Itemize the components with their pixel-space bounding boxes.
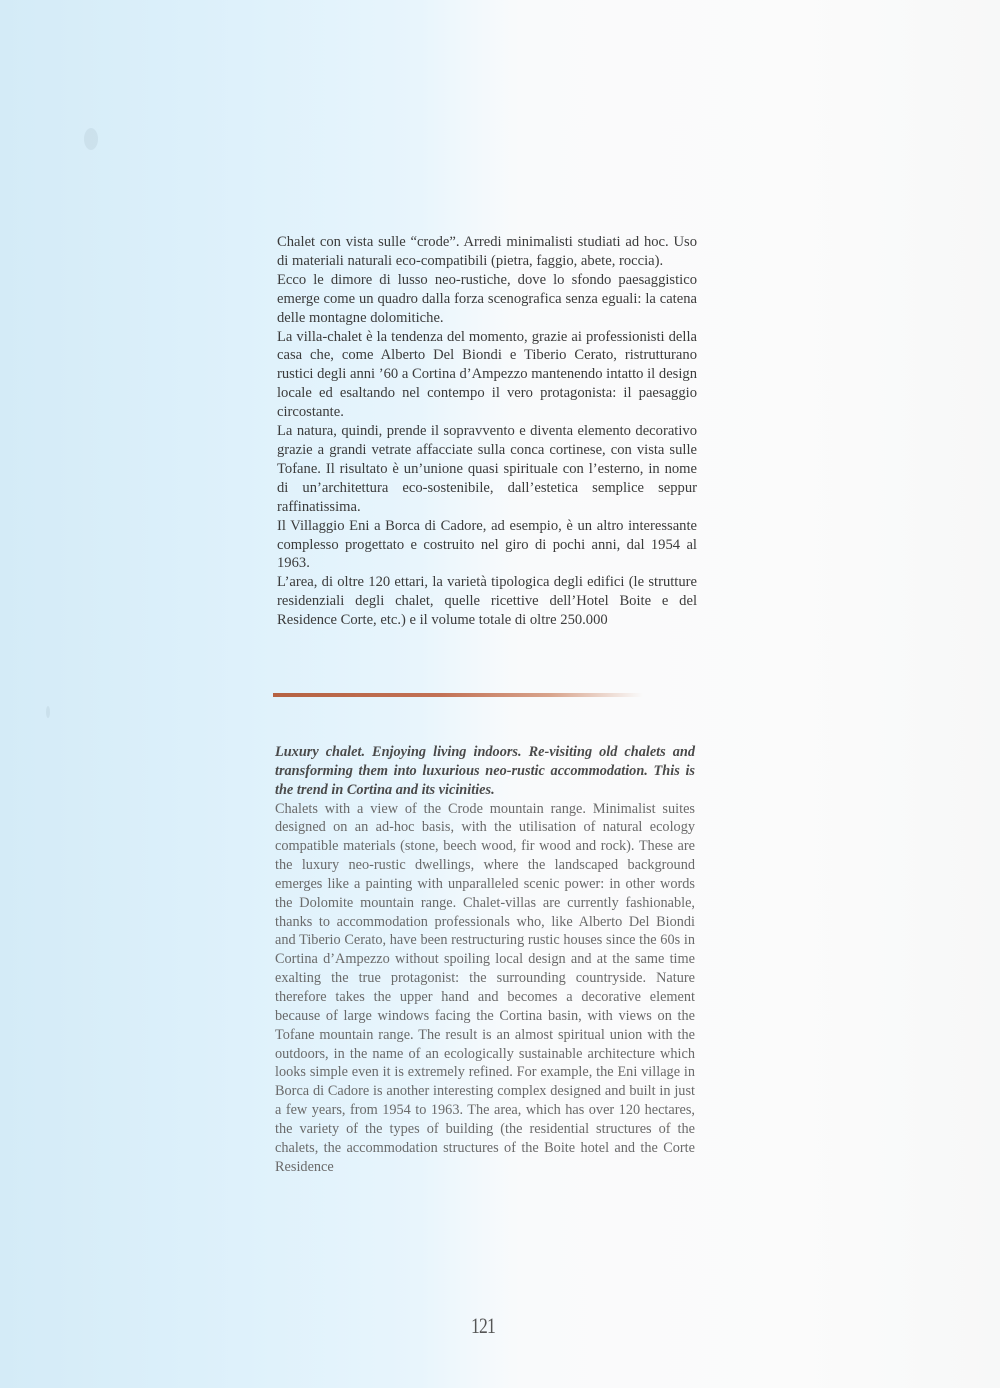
paper-speck — [46, 706, 50, 718]
english-text-block — [275, 743, 695, 1176]
section-divider — [273, 693, 643, 697]
paper-speck — [84, 128, 98, 150]
italian-paragraph: La natura, quindi, prende il sopravvento e diventa elemento decorativo grazie a grandi vetrate affacciate sulla conca cortinese, con vista sulle Tofane. Il risultato è un’unione quasi spirituale con l’esterno, in nome di un’architettura eco-sostenibile, dall’estetica semplice seppur raffinatissima. — [277, 423, 697, 515]
italian-paragraph: Ecco le dimore di lusso neo-rustiche, dove lo sfondo paesaggistico emerge come un quadro dalla forza scenografica senza eguali: la catena delle montagne dolomitiche. — [277, 271, 697, 326]
italian-text-block — [277, 233, 697, 630]
english-body: Chalets with a view of the Crode mountain range. Minimalist suites designed on an ad-hoc basis, with the utilisation of natural ecology compatible materials (stone, beech wood, fir wood and rock). These are the luxury neo-rustic dwellings, where the landscaped background emerges like a painting with unparalleled scenic power: in other words the Dolomite mountain range. Chalet-villas are currently fashionable, thanks to accommodation professionals who, like Alberto Del Biondi and Tiberio Cerato, have been restructuring rustic houses since the 60s in Cortina d’Ampezzo without spoiling local design and at the same time exalting the true protagonist: the surrounding countryside. Nature therefore takes the upper hand and becomes a decorative element because of large windows facing the Cortina basin, with views on the Tofane mountain range. The result is an almost spiritual union with the outdoors, in the name of an ecologically sustainable architecture which looks simple even it is extremely refined. For example, the Eni village in Borca di Cadore is another interesting complex designed and built in just a few years, from 1954 to 1963. The area, which has over 120 hectares, the variety of the types of building (the residential structures of the chalets, the accommodation structures of the Boite hotel and the Corte Residence — [275, 800, 695, 1175]
italian-paragraph: Chalet con vista sulle “crode”. Arredi minimalisti studiati ad hoc. Uso di materiali naturali eco-compatibili (pietra, faggio, abete, roccia). — [277, 234, 697, 269]
italian-paragraph: L’area, di oltre 120 ettari, la varietà tipologica degli edifici (le strutture residenziali degli chalet, quelle ricettive dell’Hotel Boite e del Residence Corte, etc.) e il volume totale di oltre 250.000 — [277, 574, 697, 629]
italian-paragraph: La villa-chalet è la tendenza del momento, grazie ai professionisti della casa che, come Alberto Del Biondi e Tiberio Cerato, ristrutturano rustici degli anni ’60 a Cortina d’Ampezzo mantenendo intatto il design locale ed esaltando nel contempo il vero protagonista: il paesaggio circostante. — [277, 328, 697, 421]
page-number: 121 — [471, 1313, 495, 1338]
italian-paragraph: Il Villaggio Eni a Borca di Cadore, ad esempio, è un altro interessante complesso progettato e costruito nel giro di pochi anni, dal 1954 al 1963. — [277, 517, 697, 572]
english-heading: Luxury chalet. Enjoying living indoors. Re-visiting old chalets and transforming them into luxurious neo-rustic accommodation. This is the trend in Cortina and its vicinities. — [275, 744, 695, 798]
